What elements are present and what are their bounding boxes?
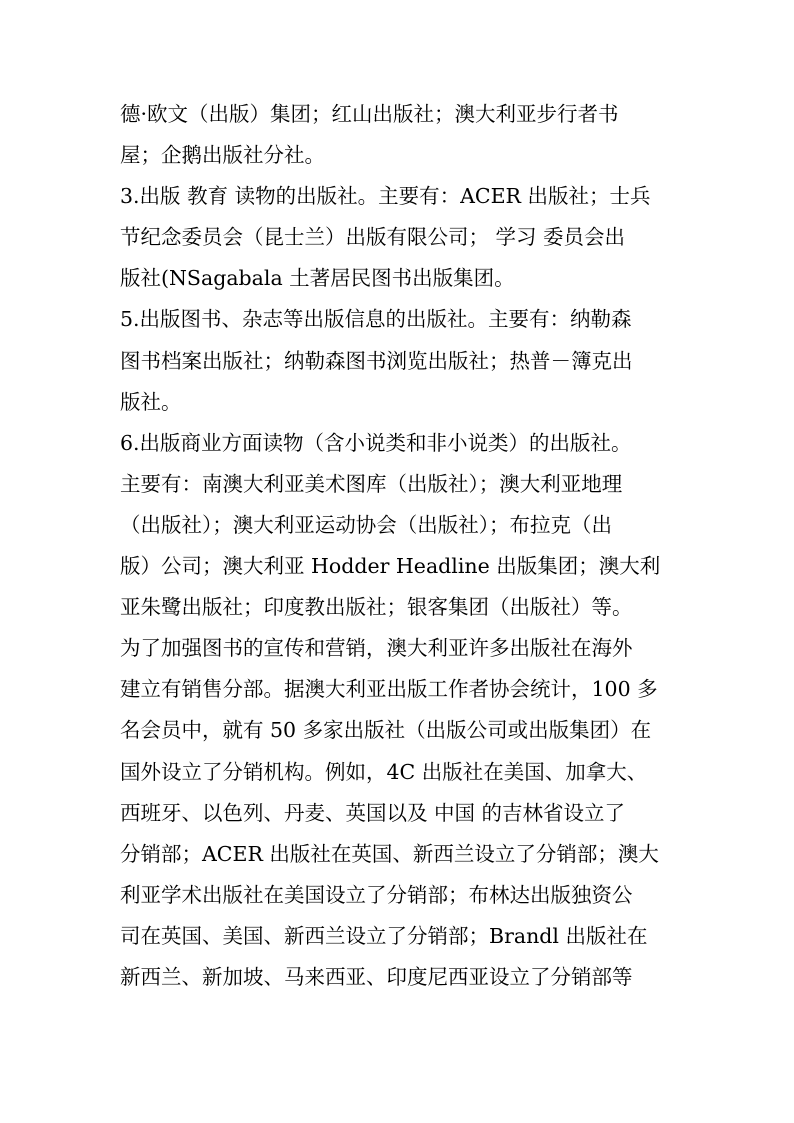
text-line: 亚朱鹭出版社；印度教出版社；银客集团（出版社）等。: [120, 595, 633, 620]
text-line: 利亚学术出版社在美国设立了分销部；布林达出版独资公: [120, 882, 633, 907]
text-line: 为了加强图书的宣传和营销，澳大利亚许多出版社在海外: [120, 636, 633, 661]
text-line: 节纪念委员会（昆士兰）出版有限公司； 学习 委员会出: [120, 225, 626, 250]
text-line: 德·欧文（出版）集团；红山出版社；澳大利亚步行者书: [120, 102, 619, 126]
text-line: 名会员中，就有 50 多家出版社（出版公司或出版集团）在: [120, 718, 652, 743]
text-line: 司在英国、美国、新西兰设立了分销部；Brandl 出版社在: [120, 923, 648, 948]
text-line: 屋；企鹅出版社分社。: [120, 143, 325, 168]
text-line: 分销部；ACER 出版社在英国、新西兰设立了分销部；澳大: [120, 841, 659, 866]
text-line: 3.出版 教育 读物的出版社。主要有：ACER 出版社；士兵: [120, 184, 651, 209]
body-text: [120, 94, 676, 998]
text-line: 版社(NSagabala 土著居民图书出版集团。: [120, 266, 515, 291]
paragraph-overseas-branches: [120, 628, 676, 998]
text-line: 图书档案出版社；纳勒森图书浏览出版社；热普－簿克出: [120, 348, 633, 373]
text-line: 主要有：南澳大利亚美术图库（出版社）；澳大利亚地理: [120, 471, 623, 496]
text-line: 6.出版商业方面读物（含小说类和非小说类）的出版社。: [120, 430, 632, 455]
text-line: 版社。: [120, 389, 182, 414]
text-line: 新西兰、新加坡、马来西亚、印度尼西亚设立了分销部等: [120, 964, 633, 989]
text-line: 西班牙、以色列、丹麦、英国以及 中国 的吉林省设立了: [120, 800, 626, 825]
paragraph-education-publishers: [120, 176, 676, 299]
text-line: 国外设立了分销机构。例如，4C 出版社在美国、加拿大、: [120, 759, 648, 784]
paragraph-publishers-continued: [120, 94, 676, 176]
paragraph-information-publishers: [120, 299, 676, 422]
text-line: （出版社）；澳大利亚运动协会（出版社）；布拉克（出: [120, 512, 612, 537]
text-line: 版）公司；澳大利亚 Hodder Headline 出版集团；澳大利: [120, 554, 661, 579]
text-line: 5.出版图书、杂志等出版信息的出版社。主要有：纳勒森: [120, 307, 632, 332]
paragraph-commercial-publishers: [120, 423, 676, 628]
text-line: 建立有销售分部。据澳大利亚出版工作者协会统计，100 多: [120, 677, 658, 702]
